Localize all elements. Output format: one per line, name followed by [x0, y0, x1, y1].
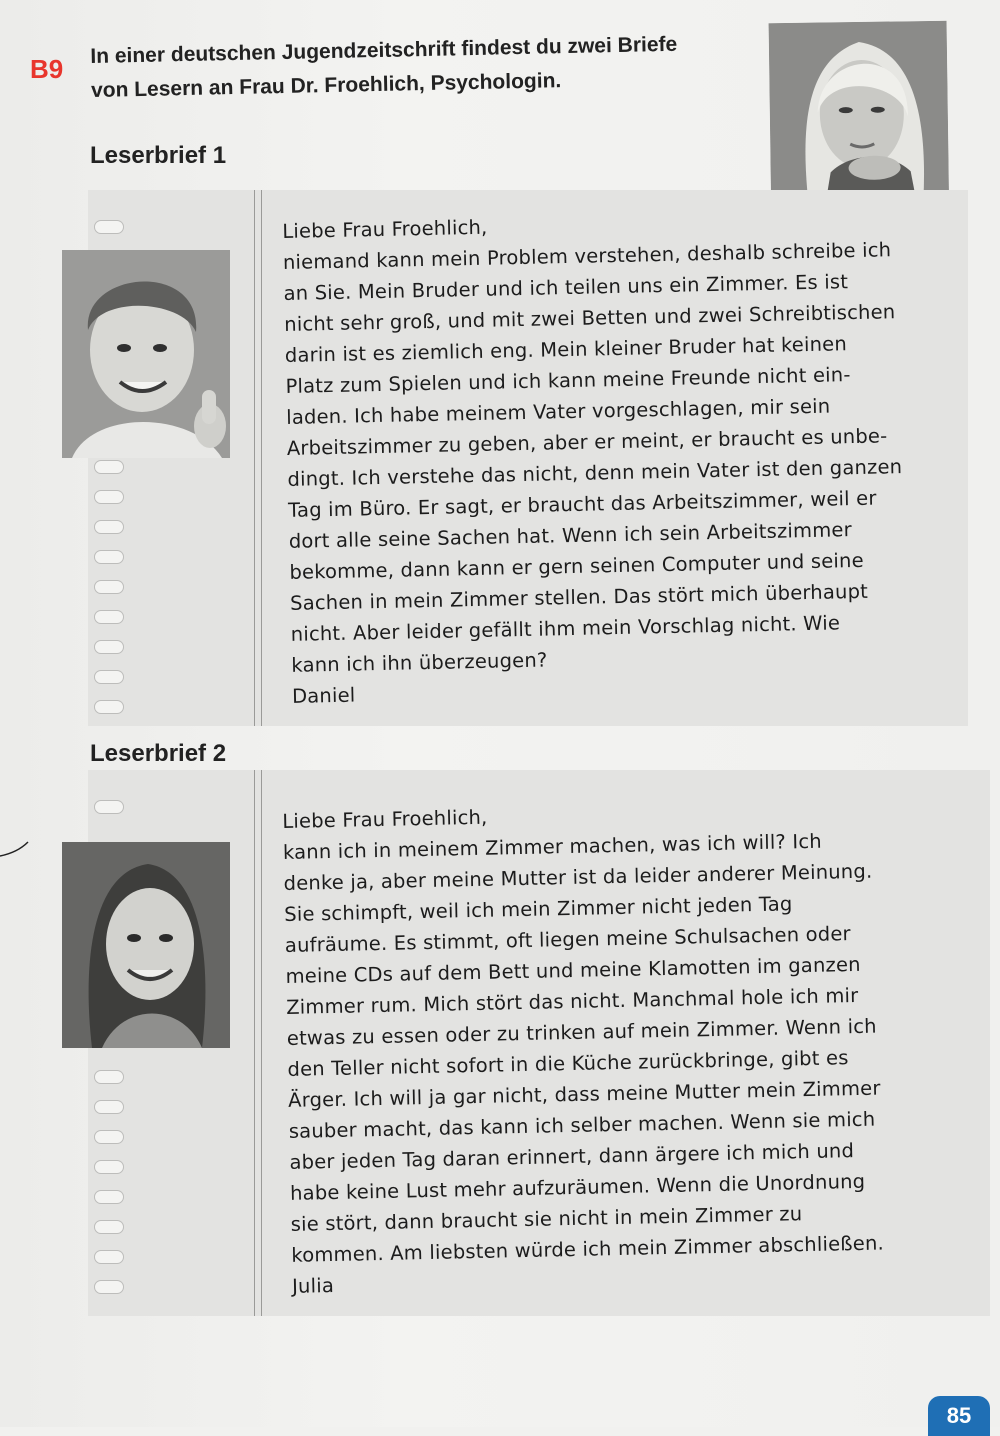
letter-line: dort alle seine Sachen hat. Wenn ich sein Arbeitszimmer [288, 518, 853, 553]
letter-line: Ärger. Ich will ja gar nicht, dass meine Mutter mein Zimmer [287, 1076, 881, 1112]
letter-line: Liebe Frau Froehlich, [282, 215, 488, 243]
letter-line: bekomme, dann kann er gern seinen Computer und seine [289, 548, 865, 584]
spiral-ring [94, 700, 124, 714]
letter-line: etwas zu essen oder zu trinken auf mein Zimmer. Wenn ich [286, 1014, 877, 1050]
pen-mark [0, 836, 30, 866]
letter-line: Platz zum Spielen und ich kann meine Freunde nicht ein- [285, 363, 851, 398]
spiral-ring [94, 670, 124, 684]
spiral-ring [94, 800, 124, 814]
letter-line: Sachen in mein Zimmer stellen. Das stört mich überhaupt [289, 579, 869, 615]
letter-signature: Julia [291, 1274, 335, 1298]
instruction-line-1: In einer deutschen Jugendzeitschrift findest du zwei Briefe [90, 32, 678, 68]
letter-line: nicht. Aber leider gefällt ihm mein Vorschlag nicht. Wie [290, 611, 841, 646]
margin-line [254, 190, 262, 726]
spiral-ring [94, 490, 124, 504]
letter-line: kann ich in meinem Zimmer machen, was ich will? Ich [282, 829, 823, 864]
letter-line: habe keine Lust mehr aufzuräumen. Wenn die Unordnung [289, 1169, 866, 1205]
spiral-ring [94, 460, 124, 474]
letter-1-heading: Leserbrief 1 [90, 142, 227, 169]
letter-line: aber jeden Tag daran erinnert, dann ärgere ich mich und [289, 1139, 855, 1174]
letter-line: Zimmer rum. Mich stört das nicht. Manchmal hole ich mir [285, 983, 859, 1019]
spiral-ring [94, 550, 124, 564]
spiral-ring [94, 1250, 124, 1264]
task-instructions [90, 26, 771, 108]
letter-line: kommen. Am liebsten würde ich mein Zimmer abschließen. [291, 1231, 885, 1267]
letter-line: den Teller nicht sofort in die Küche zurückbringe, gibt es [287, 1046, 849, 1081]
spiral-ring [94, 1130, 124, 1144]
letter-line: sauber macht, das kann ich selber machen. Wenn sie mich [288, 1107, 876, 1143]
letter-1-text [282, 202, 962, 712]
letter-line: darin ist es ziemlich eng. Mein kleiner Bruder hat keinen [284, 332, 848, 367]
spiral-ring [94, 220, 124, 234]
letter-line: Arbeitszimmer zu geben, aber er meint, er braucht es unbe- [286, 424, 888, 460]
margin-line [254, 770, 262, 1316]
letter-line: denke ja, aber meine Mutter ist da leider anderer Meinung. [283, 859, 873, 895]
letter-line: meine CDs auf dem Bett und meine Klamotten im ganzen [285, 952, 861, 988]
letter-line: nicht sehr groß, und mit zwei Betten und zwei Schreibtischen [284, 300, 896, 336]
page-number: 85 [928, 1396, 990, 1436]
julia-photo [62, 842, 230, 1048]
letter-line: niemand kann mein Problem verstehen, deshalb schreibe ich [282, 238, 892, 274]
daniel-photo [62, 250, 230, 458]
letter-line: kann ich ihn überzeugen? [291, 648, 548, 677]
letter-2-text [282, 792, 962, 1302]
spiral-ring [94, 580, 124, 594]
letter-line: Liebe Frau Froehlich, [282, 805, 488, 833]
spiral-ring [94, 1220, 124, 1234]
spiral-ring [94, 610, 124, 624]
spiral-ring [94, 640, 124, 654]
spiral-ring [94, 1160, 124, 1174]
instruction-line-2: von Lesern an Frau Dr. Froehlich, Psychologin. [90, 69, 562, 102]
spiral-ring [94, 1100, 124, 1114]
letter-2-heading: Leserbrief 2 [90, 740, 227, 767]
letter-line: Tag im Büro. Er sagt, er braucht das Arbeitszimmer, weil er [287, 486, 877, 522]
task-number: B9 [30, 54, 64, 84]
spiral-ring [94, 1280, 124, 1294]
letter-line: aufräume. Es stimmt, oft liegen meine Schulsachen oder [284, 922, 851, 957]
spiral-ring [94, 1070, 124, 1084]
letter-line: dingt. Ich verstehe das nicht, denn mein Vater ist den ganzen [287, 455, 903, 491]
letter-line: sie stört, dann braucht sie nicht in mein Zimmer zu [290, 1202, 803, 1236]
letter-line: Sie schimpft, weil ich mein Zimmer nicht jeden Tag [284, 892, 793, 926]
letter-line: an Sie. Mein Bruder und ich teilen uns ein Zimmer. Es ist [283, 270, 849, 305]
spiral-ring [94, 520, 124, 534]
letter-signature: Daniel [291, 683, 356, 708]
spiral-ring [94, 1190, 124, 1204]
letter-line: laden. Ich habe meinem Vater vorgeschlagen, mir sein [285, 394, 831, 429]
